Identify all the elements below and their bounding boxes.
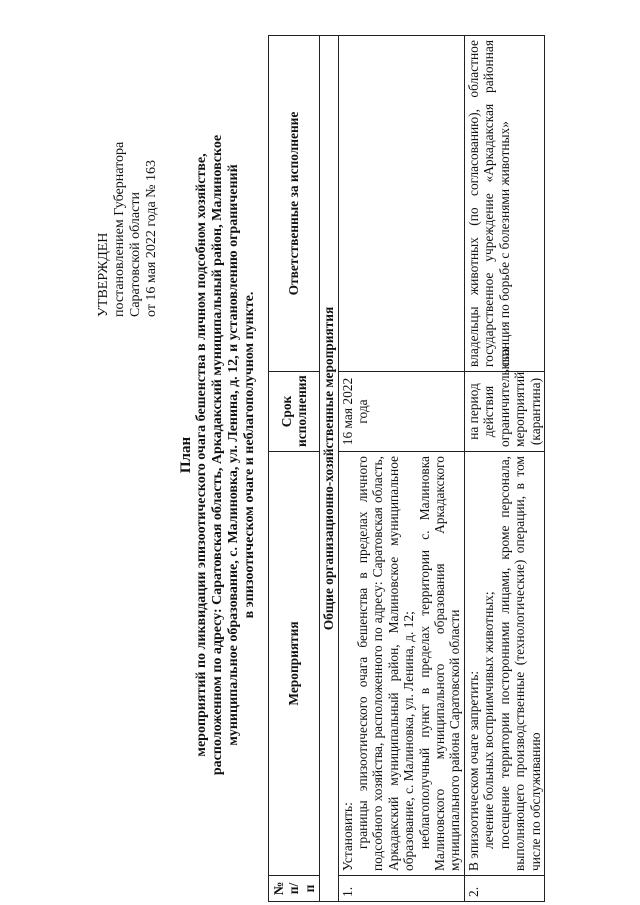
activity-paragraph: лечение больных восприимчивых животных; [481,591,497,849]
title-heading: План [178,436,194,474]
header-term: Срок исполнения [269,372,320,452]
header-activity: Мероприятия [269,452,320,876]
approval-stamp [96,17,160,317]
table-row [464,36,544,902]
row-number: 2. [464,876,544,902]
approval-line: Саратовской области [128,192,143,317]
approval-line: постановлением Губернатора [112,141,127,317]
title-line: муниципальное образование, с. Малиновка, ул. Ленина, д. 12, и установлению ограничений [226,164,241,746]
row-responsible: владельцы животных (по согласованию), областное государственное учреждение «Аркадакская районная станция по борьбе с болезнями животных» [464,36,544,372]
section-row [320,36,338,902]
table-header-row [269,36,320,902]
row-activity [338,452,464,876]
row-term: 16 мая 2022 года [338,372,464,452]
approval-line: от 16 мая 2022 года № 163 [144,159,159,317]
activity-paragraph: неблагополучный пункт в пределах территории с. Малиновка Малиновского муниципального образования Аркадакского муниципального района Саратовской области [416,456,463,871]
title-line: расположенном по адресу: Саратовская область, Аркадакский муниципальный район, Малиновское [210,134,225,776]
row-responsible [338,36,464,372]
activity-paragraph: посещение территории посторонними лицами, кроме персонала, выполняющего производственные (технологические) операции, в том числе по обслуживанию [496,456,543,871]
header-responsible: Ответственные за исполнение [269,36,320,372]
document-title [178,95,258,815]
title-line: в эпизоотическом очаге и неблагополучном пункте. [242,291,257,619]
plan-table [268,35,545,902]
activity-intro: В эпизоотическом очаге запретить: [465,670,481,871]
activity-intro: Установить: [339,802,355,871]
header-num: № п/п [269,876,320,902]
activity-paragraph: границы эпизоотического очага бешенства в пределах личного подсобного хозяйства, расположенного по адресу: Саратовская область, Аркадакский муниципальный район, Малиновское муниципальное образование, с. Малиновка, ул. Ленина, д. 12; [355,456,417,871]
table-row [338,36,464,902]
row-number: 1. [338,876,464,902]
section-title: Общие организационно-хозяйственные мероприятия [320,36,338,902]
title-line: мероприятий по ликвидации эпизоотического очага бешенства в личном подсобном хозяйстве, [194,153,209,757]
approval-line: УТВЕРЖДЕН [96,232,111,317]
row-activity [464,452,544,876]
row-term: на период действия ограничительных мероприятий (карантина) [464,372,544,452]
